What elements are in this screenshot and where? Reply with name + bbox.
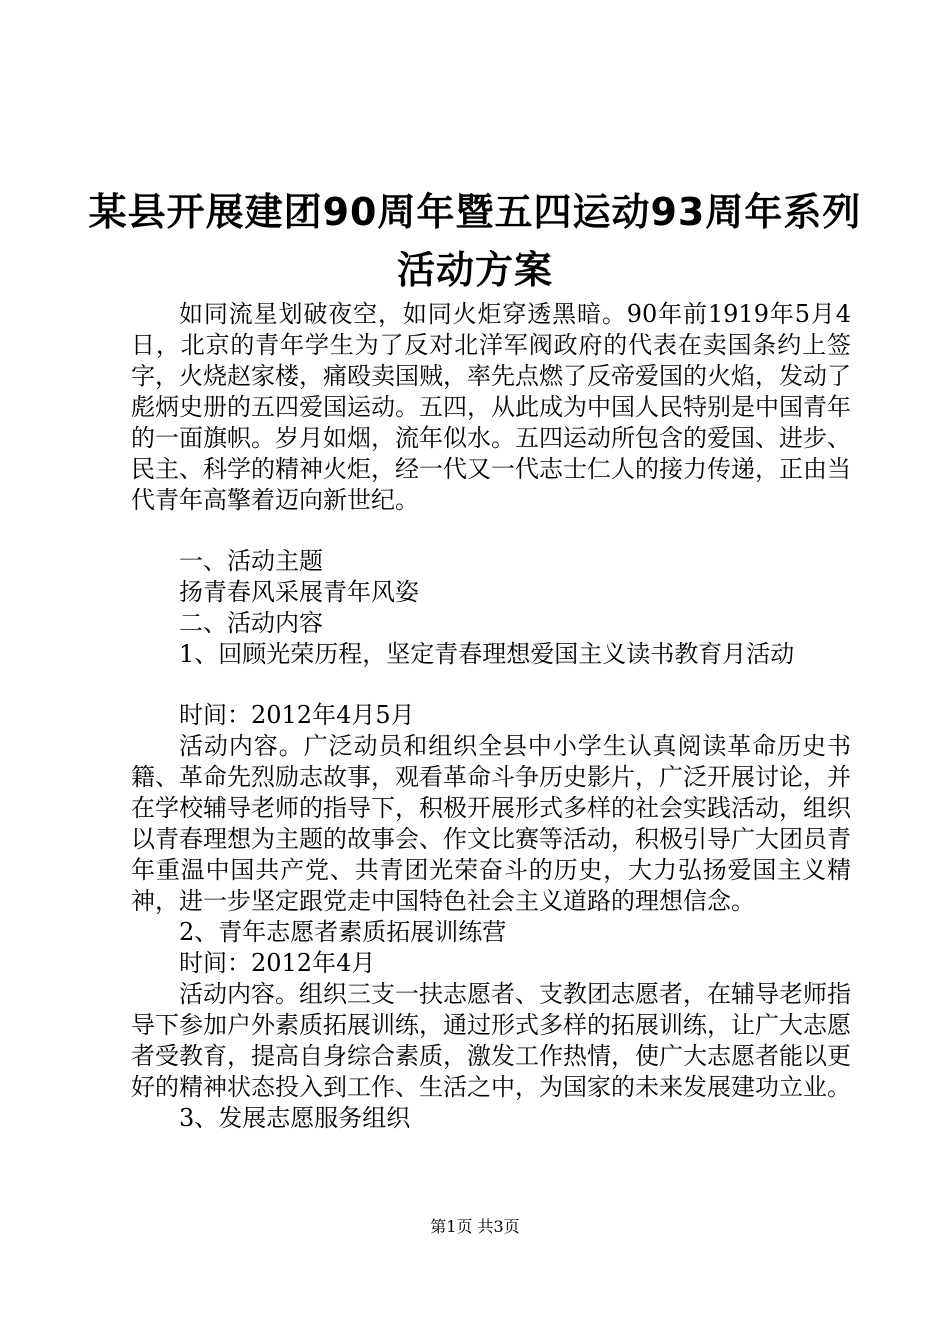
activity-2-heading: 2、青年志愿者素质拓展训练营 [179, 918, 507, 946]
activity-2-content: 活动内容。组织三支一扶志愿者、支教团志愿者，在辅导老师指导下参加户外素质拓展训练，通过形式多样的拓展训练，让广大志愿者受教育，提高自身综合素质，激发工作热情，使广大志愿者能以更好的精神状态投入到工作、生活之中，为国家的未来发展建功立业。 [131, 980, 851, 1101]
intro-paragraph: 如同流星划破夜空，如同火炬穿透黑暗。90年前1919年5月4日，北京的青年学生为了反对北洋军阀政府的代表在卖国条约上签字，火烧赵家楼，痛殴卖国贼，率先点燃了反帝爱国的火焰，发动了彪炳史册的五四爱国运动。五四，从此成为中国人民特别是中国青年的一面旗帜。岁月如烟，流年似水。五四运动所包含的爱国、进步、民主、科学的精神火炬，经一代又一代志士仁人的接力传递，正由当代青年高擎着迈向新世纪。 [131, 300, 851, 514]
theme-text: 扬青春风采展青年风姿 [179, 578, 419, 606]
activity-2-time: 时间：2012年4月 [179, 949, 376, 977]
page-footer: 第1页 共3页 [430, 1217, 520, 1236]
document-body [131, 299, 851, 1134]
document-title-line-2: 活动方案 [396, 248, 553, 292]
section-heading-content: 二、活动内容 [179, 609, 323, 637]
document-title-line-1: 某县开展建团90周年暨五四运动93周年系列 [88, 190, 862, 234]
activity-1-heading: 1、回顾光荣历程，坚定青春理想爱国主义读书教育月活动 [179, 640, 795, 668]
activity-1-time: 时间：2012年4月5月 [179, 701, 415, 729]
activity-3-heading: 3、发展志愿服务组织 [179, 1104, 411, 1132]
section-heading-theme: 一、活动主题 [179, 547, 323, 575]
activity-1-content: 活动内容。广泛动员和组织全县中小学生认真阅读革命历史书籍、革命先烈励志故事，观看革命斗争历史影片，广泛开展讨论，并在学校辅导老师的指导下，积极开展形式多样的社会实践活动，组织以青春理想为主题的故事会、作文比赛等活动，积极引导广大团员青年重温中国共产党、共青团光荣奋斗的历史，大力弘扬爱国主义精神，进一步坚定跟党走中国特色社会主义道路的理想信念。 [131, 732, 851, 915]
